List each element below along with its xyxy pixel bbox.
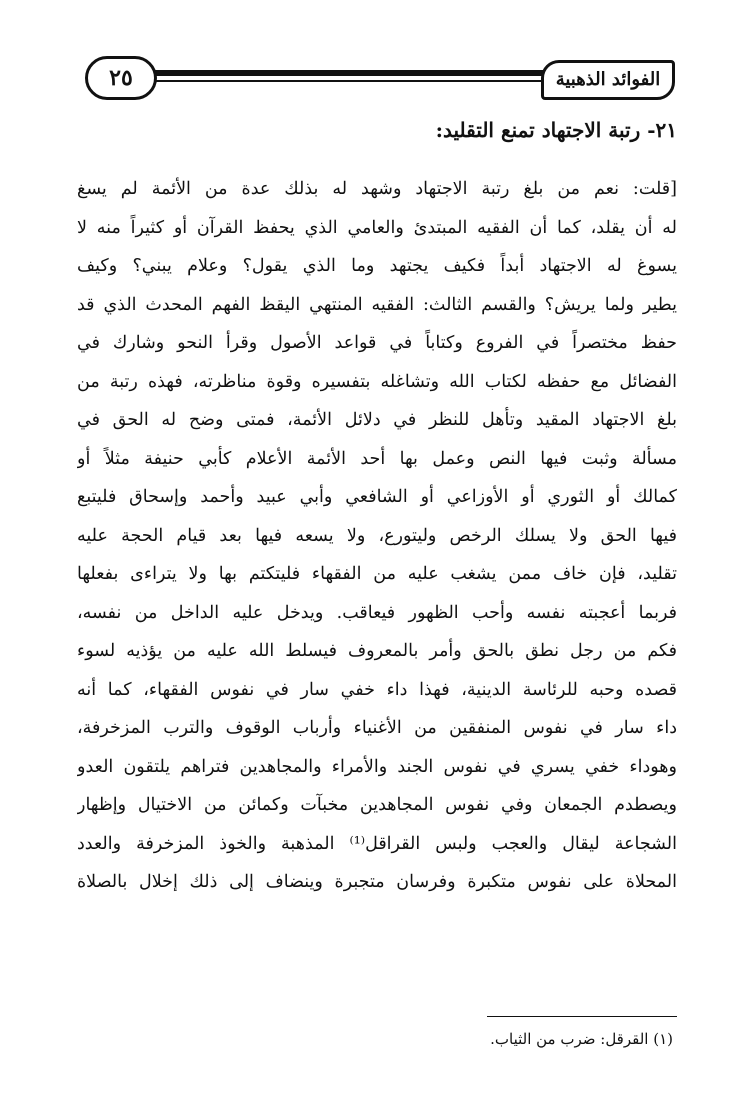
section-heading: ٢١- رتبة الاجتهاد تمنع التقليد: xyxy=(435,118,677,142)
body-line: حفظ مختصراً في الفروع وكتاباً في قواعد الأصول وقرأ النحو وشارك في xyxy=(77,333,677,353)
body-line: المحلاة على نفوس متكبرة وفرسان متجبرة وينضاف إلى ذلك إخلال بالصلاة xyxy=(77,872,677,892)
body-line: له أن يقلد، كما أن الفقيه المبتدئ والعامي الذي يحفظ القرآن أو كثيراً منه لا xyxy=(77,217,677,238)
body-line: فيها الحق ولا يسلك الرخص وليتورع، ولا يسعه فيها بعد قيام الحجة عليه xyxy=(77,525,677,546)
body-line: مسألة وثبت فيها النص وعمل بها أحد الأئمة الأعلام كأبي حنيفة مثلاً أو xyxy=(77,448,677,469)
body-line: [قلت: نعم من بلغ رتبة الاجتهاد وشهد له بذلك عدة من الأئمة لم يسغ xyxy=(77,179,677,199)
body-text xyxy=(77,170,677,902)
body-line: داء سار في نفوس المنفقين من الأغنياء وأرباب الوقوف والترب المزخرفة، xyxy=(77,718,677,738)
header-rule-thin xyxy=(145,80,555,82)
body-line: يسوغ له الاجتهاد أبداً فكيف يجتهد وما الذي يقول؟ وعلام يبني؟ وكيف xyxy=(77,256,677,276)
body-line: تقليد، فإن خاف ممن يشغب عليه من الفقهاء فليتكتم بها ولا يتراءى بفعلها xyxy=(77,564,677,584)
body-line: بلغ الاجتهاد المقيد وتأهل للنظر في دلائل الأئمة، فمتى وضح له الحق في xyxy=(77,410,677,430)
body-line: كمالك أو الثوري أو الأوزاعي أو الشافعي وأبي عبيد وأحمد وإسحاق فليتبع xyxy=(77,487,677,507)
page-header xyxy=(85,56,675,100)
body-line: يطير ولما يريش؟ والقسم الثالث: الفقيه المنتهي اليقظ الفهم المحدث الذي قد xyxy=(77,294,677,315)
body-line: وهوداء خفي يسري في نفوس الجند والأمراء والمجاهدين فتراهم يلتقون العدو xyxy=(77,756,677,777)
body-line: الفضائل مع حفظه لكتاب الله وتشاغله بتفسيره وقوة مناظرته، فهذه رتبة من xyxy=(77,371,677,392)
body-line: الشجاعة ليقال والعجب ولبس القراقل⁽¹⁾ المذهبة والخوذ المزخرفة والعدد xyxy=(77,833,677,854)
body-line: قصده وحبه للرئاسة الدينية، فهذا داء خفي سار في نفوس الفقهاء، كما أنه xyxy=(77,679,677,700)
body-line: فكم من رجل نطق بالحق وأمر بالمعروف فيسلط الله عليه من يؤذيه لسوء xyxy=(77,641,677,661)
footnote-divider xyxy=(487,1016,677,1017)
footnote: (١) القرقل: ضرب من الثياب. xyxy=(490,1030,673,1048)
body-line: ويصطدم الجمعان وفي نفوس المجاهدين مخبآت وكمائن من الاختيال وإظهار xyxy=(77,795,677,815)
header-rule xyxy=(145,70,555,76)
body-line: فربما أعجبته نفسه وأحب الظهور فيعاقب. ويدخل عليه الداخل من نفسه، xyxy=(77,602,677,623)
page-number: ٢٥ xyxy=(85,56,157,100)
running-title: الفوائد الذهبية xyxy=(541,60,675,100)
